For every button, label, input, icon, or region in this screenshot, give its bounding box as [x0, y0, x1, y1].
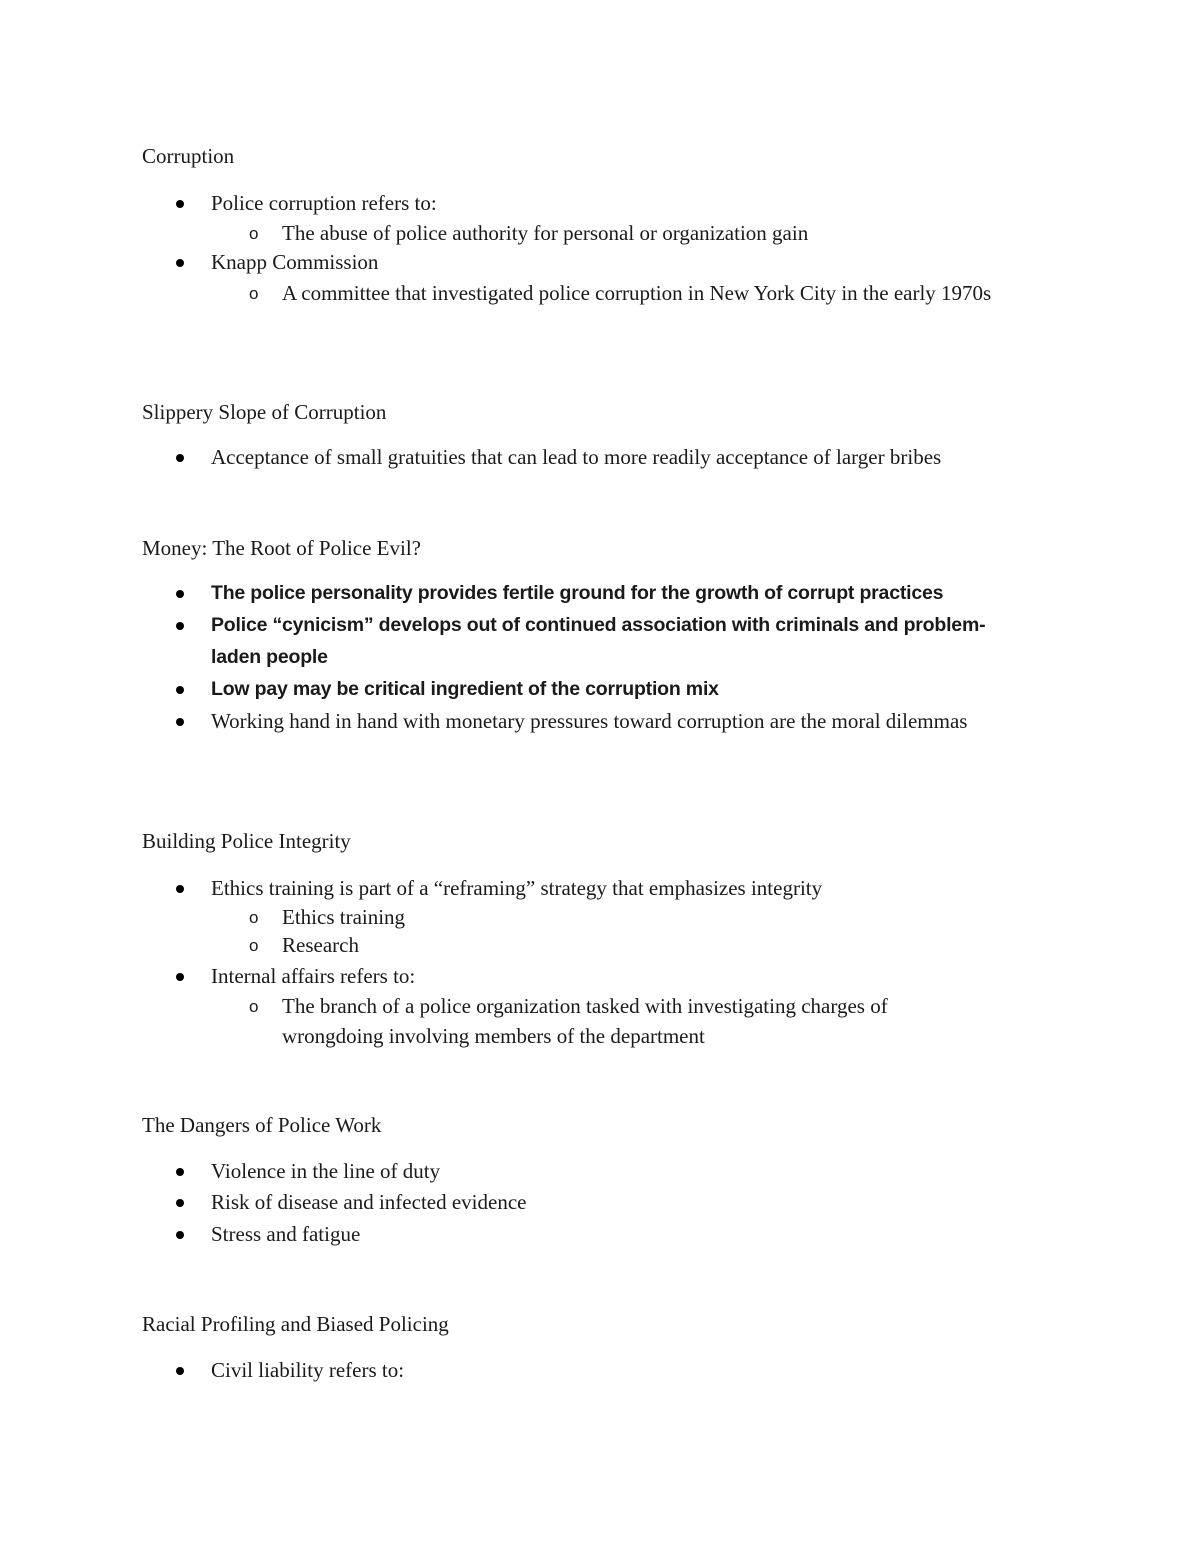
circle-bullet-icon: o [249, 908, 259, 927]
list-item: Low pay may be critical ingredient of the corruption mix [211, 678, 719, 700]
section-heading-slippery-slope: Slippery Slope of Corruption [142, 400, 387, 424]
list-item: Acceptance of small gratuities that can lead to more readily acceptance of larger bribes [211, 445, 942, 469]
list-item: The branch of a police organization tasked with investigating charges of wrongdoing involving members of the department [282, 994, 888, 1048]
list-item: A committee that investigated police corruption in New York City in the early 1970s [282, 281, 992, 305]
bullet-icon [176, 718, 184, 726]
list-item: Working hand in hand with monetary pressures toward corruption are the moral dilemmas [211, 709, 968, 733]
list-item: Civil liability refers to: [211, 1358, 405, 1382]
list-item: Internal affairs refers to: [211, 964, 416, 988]
bullet-icon [176, 622, 184, 630]
bullet-icon [176, 590, 184, 598]
circle-bullet-icon: o [249, 936, 259, 955]
list-item: Ethics training is part of a “reframing” strategy that emphasizes integrity [211, 876, 823, 900]
circle-bullet-icon: o [249, 224, 259, 243]
bullet-icon [176, 1199, 184, 1207]
bullet-icon [176, 454, 184, 462]
bullet-icon [176, 1168, 184, 1176]
list-item: Ethics training [282, 905, 406, 929]
section-heading-racial-profiling: Racial Profiling and Biased Policing [142, 1312, 449, 1336]
list-item: The police personality provides fertile ground for the growth of corrupt practices [211, 582, 944, 604]
list-item: Knapp Commission [211, 250, 379, 274]
section-heading-corruption: Corruption [142, 144, 235, 168]
list-item: Violence in the line of duty [211, 1159, 441, 1183]
circle-bullet-icon: o [249, 284, 259, 303]
bullet-icon [176, 259, 184, 267]
section-heading-money: Money: The Root of Police Evil? [142, 536, 421, 560]
list-item: Stress and fatigue [211, 1222, 361, 1246]
bullet-icon [176, 1231, 184, 1239]
list-item: Police corruption refers to: [211, 191, 437, 215]
bullet-icon [176, 200, 184, 208]
circle-bullet-icon: o [249, 997, 259, 1016]
bullet-icon [176, 686, 184, 694]
section-heading-integrity: Building Police Integrity [142, 829, 351, 853]
bullet-icon [176, 973, 184, 981]
list-item: Police “cynicism” develops out of continued association with criminals and problem-laden people [211, 614, 986, 668]
bullet-icon [176, 885, 184, 893]
list-item: Risk of disease and infected evidence [211, 1190, 527, 1214]
section-heading-dangers: The Dangers of Police Work [142, 1113, 382, 1137]
bullet-icon [176, 1367, 184, 1375]
list-item: Research [282, 933, 359, 957]
list-item: The abuse of police authority for personal or organization gain [282, 221, 809, 245]
